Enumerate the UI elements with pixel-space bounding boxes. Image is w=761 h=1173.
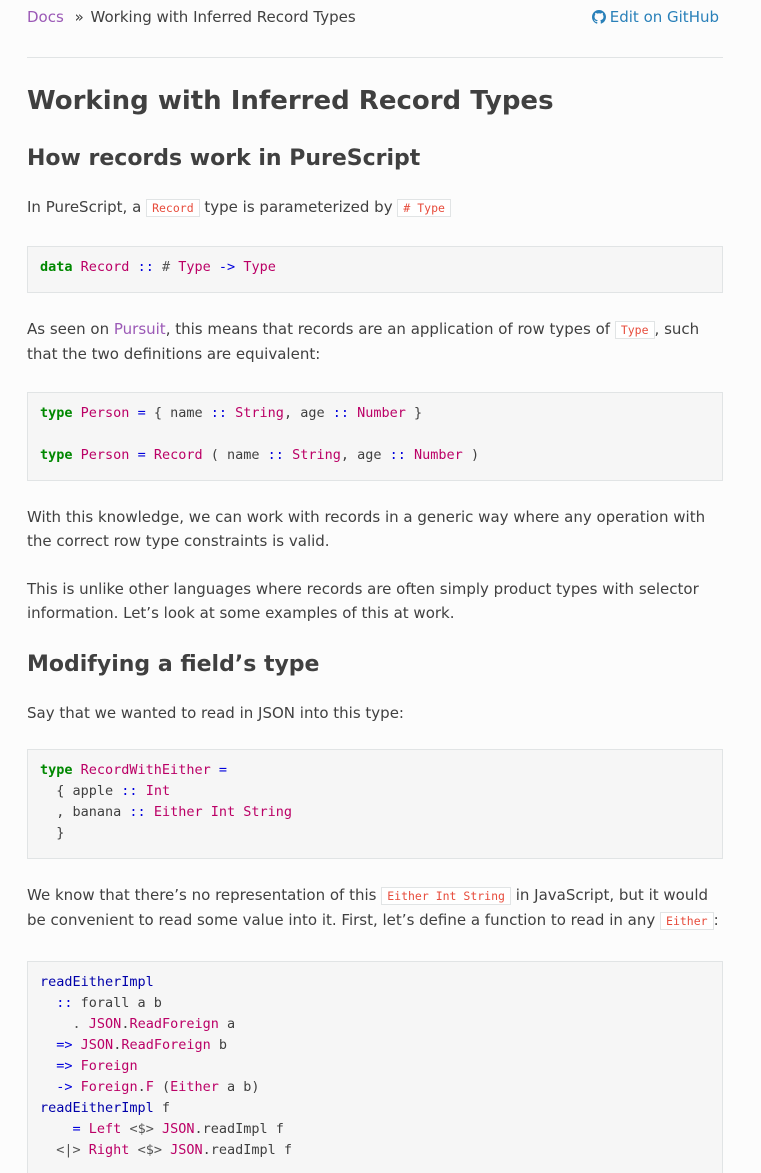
- inline-code-either-int-string: Either Int String: [381, 887, 511, 905]
- code-block-record-with-either: type RecordWithEither = { apple :: Int , banana :: Either Int String }: [27, 749, 723, 859]
- text: in JavaScript, but it would be convenient to read some value into it. First, let’s define a function to read in any: [27, 886, 709, 929]
- code-block-read-either-impl: readEitherImpl :: forall a b . JSON.ReadForeign a => JSON.ReadForeign b => Foreign -> Foreign.F (Either a b) readEitherImpl f = Left <$> JSON.readImpl f <|> Right <$> JSON.readImpl f: [27, 961, 723, 1173]
- breadcrumb: [27, 8, 723, 30]
- text: , such that the two definitions are equivalent:: [27, 320, 700, 363]
- paragraph-read-json: Say that we wanted to read in JSON into this type:: [27, 704, 404, 722]
- pursuit-link[interactable]: Pursuit: [113, 320, 166, 338]
- section-heading-records: How records work in PureScript: [27, 146, 421, 171]
- breadcrumb-divider: [27, 57, 723, 58]
- paragraph-unlike: This is unlike other languages where records are often simply product types with selector information. Let’s look at some examples of this at work.: [27, 580, 699, 622]
- breadcrumb-separator: »: [74, 8, 84, 26]
- code-block-person: type Person = { name :: String, age :: Number } type Person = Record ( name :: String, age :: Number ): [27, 392, 723, 481]
- text: As seen on: [27, 320, 110, 338]
- inline-code-either: Either: [660, 912, 714, 930]
- section-heading-modifying: Modifying a field’s type: [27, 652, 320, 677]
- text: , this means that records are an application of row types of: [165, 320, 611, 338]
- text: :: [713, 911, 719, 929]
- inline-code-record: Record: [146, 199, 200, 217]
- edit-on-github-link[interactable]: [592, 8, 719, 26]
- paragraph-either: [27, 883, 727, 933]
- inline-code-hash-type: # Type: [397, 199, 451, 217]
- paragraph-intro: [27, 195, 727, 220]
- text: type is parameterized by: [204, 198, 393, 216]
- inline-code-type: Type: [615, 321, 655, 339]
- breadcrumb-docs-link[interactable]: Docs: [27, 8, 64, 26]
- github-icon: [592, 10, 606, 24]
- page-title: Working with Inferred Record Types: [27, 86, 554, 116]
- breadcrumb-current: Working with Inferred Record Types: [90, 8, 356, 26]
- text: In PureScript, a: [27, 198, 142, 216]
- edit-on-github-label: Edit on GitHub: [609, 8, 719, 26]
- paragraph-knowledge: With this knowledge, we can work with records in a generic way where any operation with the correct row type constraints is valid.: [27, 508, 706, 550]
- text: We know that there’s no representation of this: [27, 886, 377, 904]
- code-block-record-kind: data Record :: # Type -> Type: [27, 246, 723, 293]
- paragraph-pursuit: [27, 317, 727, 366]
